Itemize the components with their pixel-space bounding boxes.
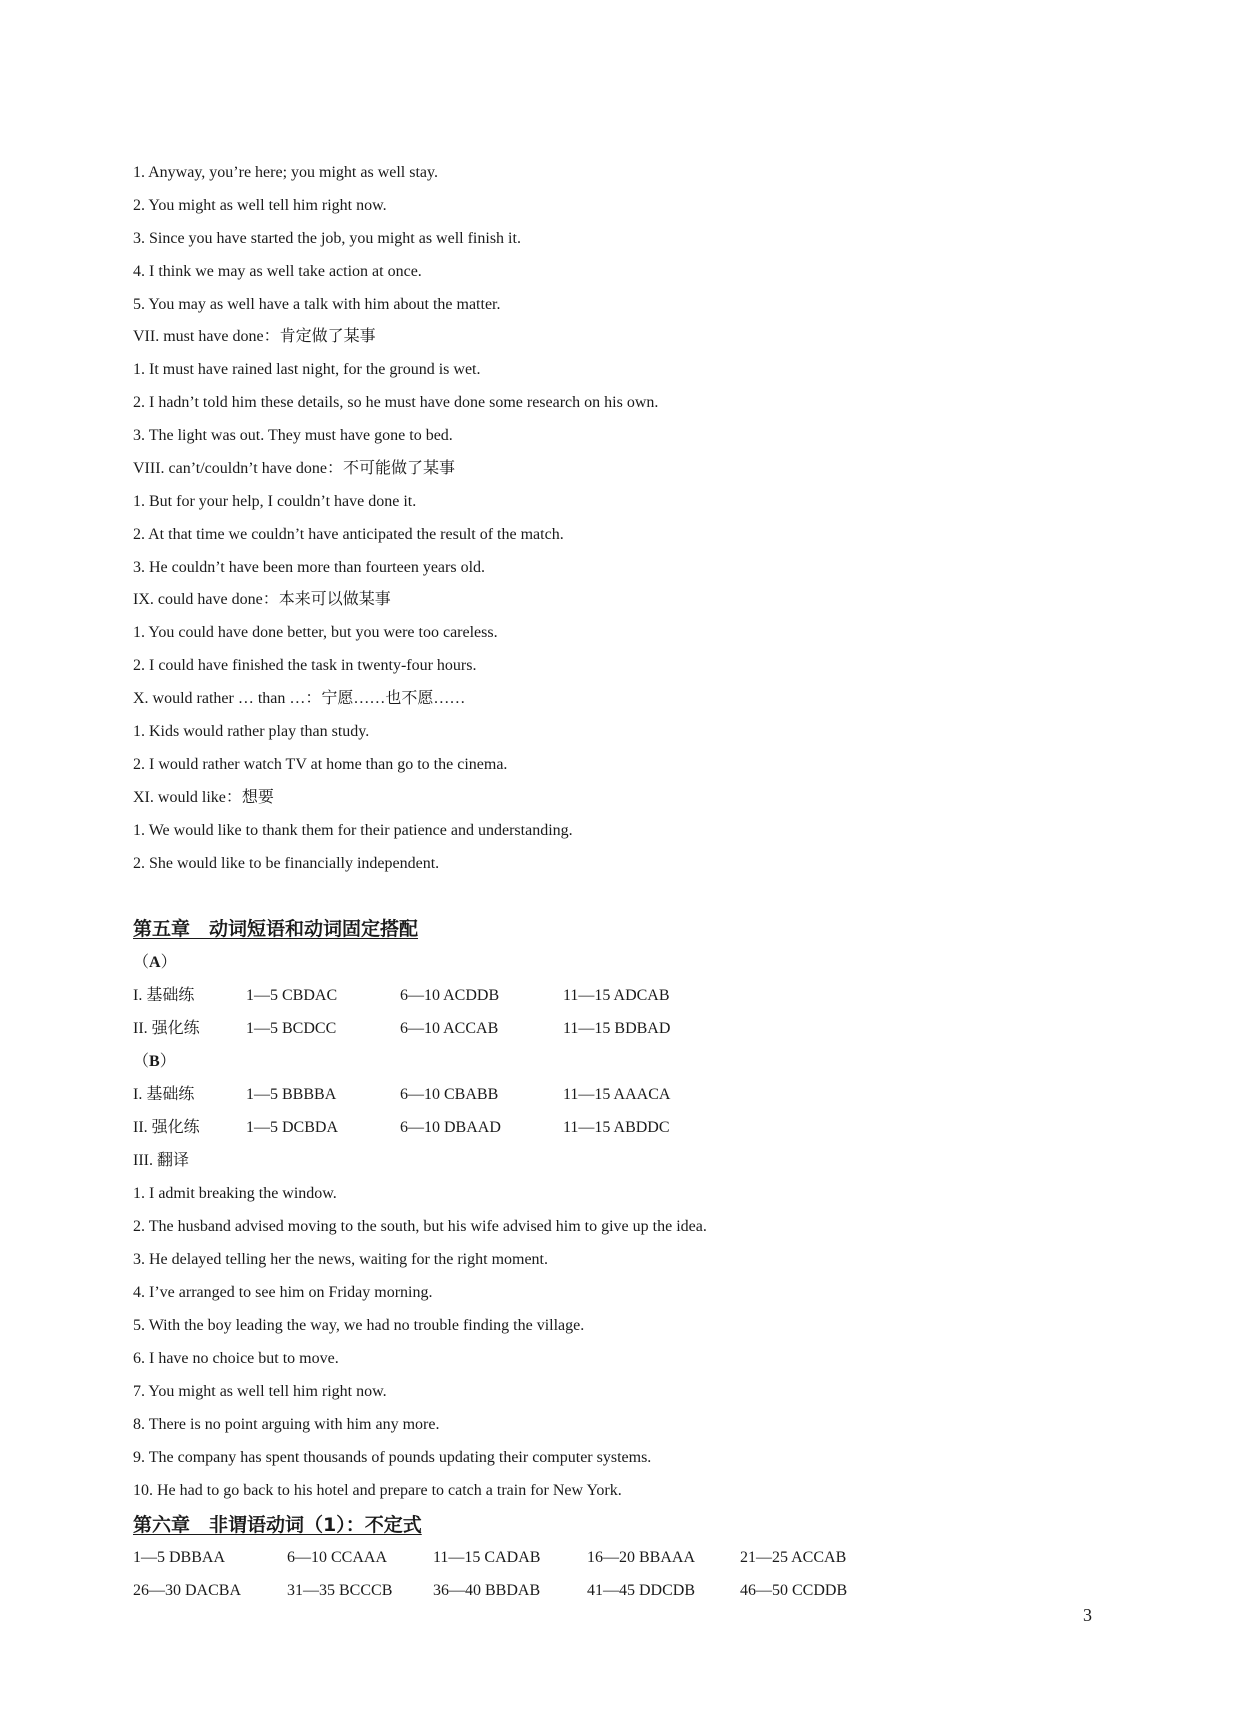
answer-cell: 41—45 DDCDB (587, 1582, 696, 1599)
example-line: 2. I hadn’t told him these details, so he must have done some research on his own. (133, 394, 659, 411)
page-number: 3 (1083, 1605, 1092, 1625)
section-heading-ix: IX. could have done：本来可以做某事 (133, 591, 391, 608)
chapter-5-title: 第五章 动词短语和动词固定搭配 (133, 918, 419, 940)
part-a-label: （A） (133, 954, 177, 971)
translation-line: 4. I’ve arranged to see him on Friday morning. (133, 1284, 433, 1301)
example-line: 3. Since you have started the job, you might as well finish it. (133, 230, 521, 247)
answer-cell: 1—5 DCBDA (246, 1119, 339, 1136)
example-line: 1. It must have rained last night, for the ground is wet. (133, 361, 481, 378)
answer-cell: 11—15 CADAB (433, 1549, 541, 1566)
example-line: 5. You may as well have a talk with him about the matter. (133, 296, 501, 313)
answer-cell: 1—5 DBBAA (133, 1549, 226, 1566)
translation-heading: III. 翻译 (133, 1152, 189, 1169)
part-b-label: （B） (133, 1053, 176, 1070)
answer-cell: 36—40 BBDAB (433, 1582, 541, 1599)
section-heading-viii: VIII. can’t/couldn’t have done：不可能做了某事 (133, 460, 456, 477)
answer-cell: 1—5 CBDAC (246, 987, 338, 1004)
example-line: 1. But for your help, I couldn’t have done it. (133, 493, 417, 510)
example-line: 1. We would like to thank them for their patience and understanding. (133, 822, 573, 839)
example-line: 1. You could have done better, but you were too careless. (133, 624, 498, 641)
example-line: 1. Kids would rather play than study. (133, 723, 370, 740)
section-heading-x: X. would rather … than …：宁愿……也不愿…… (133, 690, 466, 707)
translation-line: 5. With the boy leading the way, we had no trouble finding the village. (133, 1317, 585, 1334)
example-line: 1. Anyway, you’re here; you might as well stay. (133, 164, 438, 181)
answer-cell: 1—5 BCDCC (246, 1020, 337, 1037)
translation-line: 2. The husband advised moving to the south, but his wife advised him to give up the idea. (133, 1218, 707, 1235)
translation-line: 8. There is no point arguing with him any more. (133, 1416, 440, 1433)
answer-cell: 21—25 ACCAB (740, 1549, 847, 1566)
example-line: 2. At that time we couldn’t have anticipated the result of the match. (133, 526, 564, 543)
answer-cell: 11—15 ABDDC (563, 1119, 670, 1136)
translation-line: 9. The company has spent thousands of pounds updating their computer systems. (133, 1449, 652, 1466)
translation-line: 10. He had to go back to his hotel and prepare to catch a train for New York. (133, 1482, 622, 1499)
example-line: 2. She would like to be financially independent. (133, 855, 440, 872)
answer-cell: 31—35 BCCCB (287, 1582, 393, 1599)
answer-cell: 11—15 AAACA (563, 1086, 671, 1103)
row-label: II. 强化练 (133, 1119, 200, 1136)
chapter-6-title: 第六章 非谓语动词（1）：不定式 (133, 1514, 422, 1536)
row-label: I. 基础练 (133, 987, 195, 1004)
translation-line: 7. You might as well tell him right now. (133, 1383, 387, 1400)
example-line: 2. I would rather watch TV at home than go to the cinema. (133, 756, 508, 773)
example-line: 2. You might as well tell him right now. (133, 197, 387, 214)
answer-cell: 11—15 ADCAB (563, 987, 670, 1004)
part-b-letter: B (149, 1053, 160, 1070)
example-line: 3. The light was out. They must have gone to bed. (133, 427, 453, 444)
answer-cell: 1—5 BBBBA (246, 1086, 337, 1103)
part-a-letter: A (149, 954, 161, 971)
example-line: 2. I could have finished the task in twenty-four hours. (133, 657, 477, 674)
example-line: 3. He couldn’t have been more than fourteen years old. (133, 559, 486, 576)
answer-cell: 26—30 DACBA (133, 1582, 242, 1599)
answer-cell: 6—10 ACDDB (400, 987, 500, 1004)
answer-cell: 6—10 ACCAB (400, 1020, 499, 1037)
translation-line: 6. I have no choice but to move. (133, 1350, 339, 1367)
answer-cell: 6—10 CBABB (400, 1086, 499, 1103)
row-label: II. 强化练 (133, 1020, 200, 1037)
answer-cell: 6—10 DBAAD (400, 1119, 501, 1136)
answer-cell: 16—20 BBAAA (587, 1549, 696, 1566)
row-label: I. 基础练 (133, 1086, 195, 1103)
example-line: 4. I think we may as well take action at once. (133, 263, 422, 280)
answer-cell: 11—15 BDBAD (563, 1020, 671, 1037)
section-heading-xi: XI. would like：想要 (133, 789, 274, 806)
section-heading-vii: VII. must have done：肯定做了某事 (133, 328, 376, 345)
translation-line: 1. I admit breaking the window. (133, 1185, 337, 1202)
answer-cell: 6—10 CCAAA (287, 1549, 388, 1566)
translation-line: 3. He delayed telling her the news, waiting for the right moment. (133, 1251, 548, 1268)
answer-cell: 46—50 CCDDB (740, 1582, 848, 1599)
